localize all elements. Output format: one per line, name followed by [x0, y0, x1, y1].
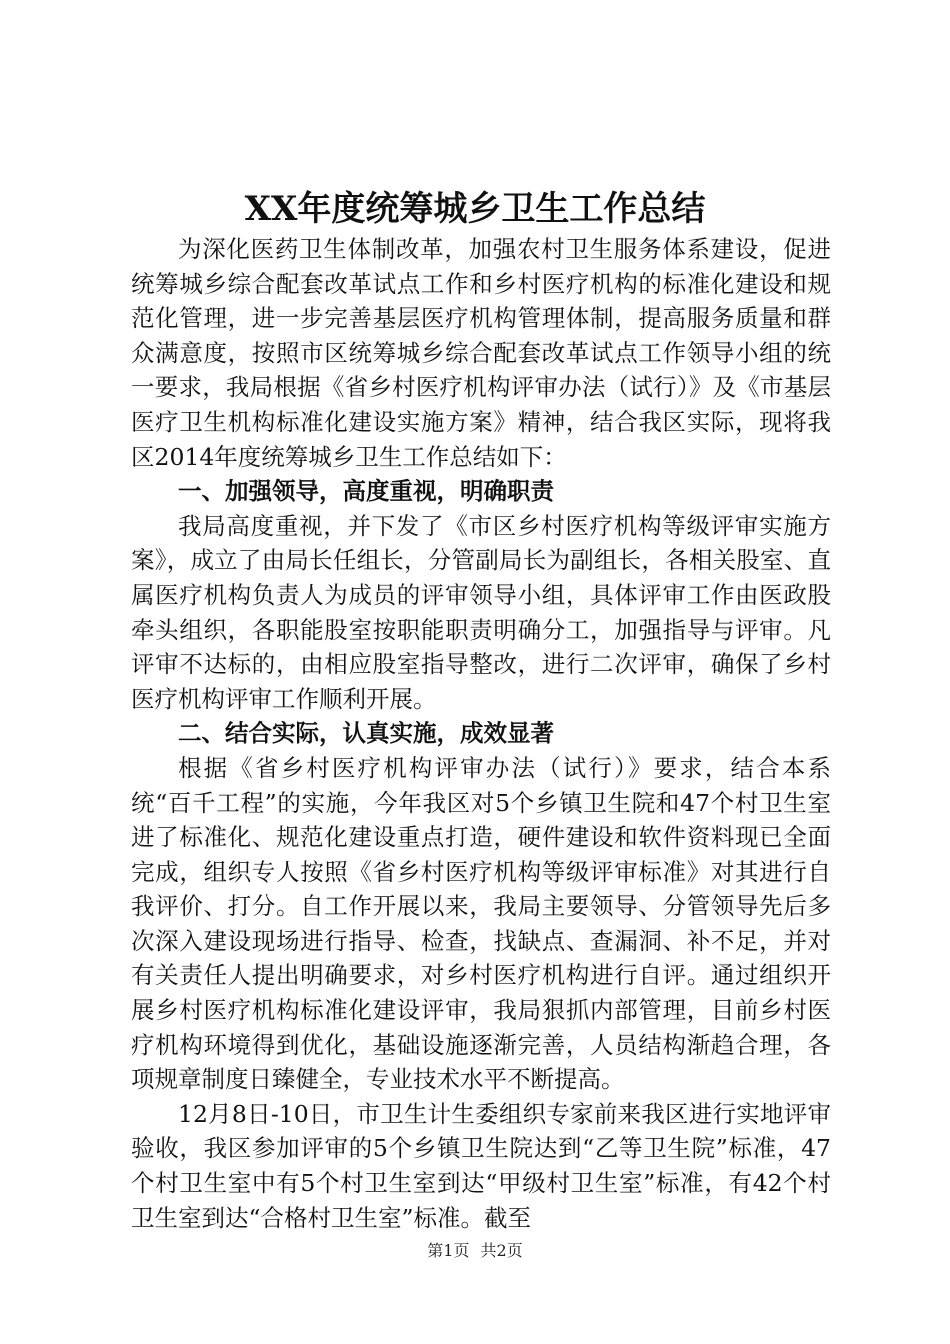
paragraph-section-1: 我局高度重视，并下发了《市区乡村医疗机构等级评审实施方案》，成立了由局长任组长，分管副局长为副组长，各相关股室、直属医疗机构负责人为成员的评审领导小组，具体评审工作由医政股牵头组织，各职能股室按职能职责明确分工，加强指导与评审。凡评审不达标的，由相应股室指导整改，进行二次评审，确保了乡村医疗机构评审工作顺利开展。	[131, 511, 831, 713]
paragraph-section-2: 根据《省乡村医疗机构评审办法（试行）》要求，结合本系统“百千工程”的实施，今年我区对5个乡镇卫生院和47个村卫生室进了标准化、规范化建设重点打造，硬件建设和软件资料现已全面完成，组织专人按照《省乡村医疗机构等级评审标准》对其进行自我评价、打分。自工作开展以来，我局主要领导、分管领导先后多次深入建设现场进行指导、检查，找缺点、查漏洞、补不足，并对有关责任人提出明确要求，对乡村医疗机构进行自评。通过组织开展乡村医疗机构标准化建设评审，我局狠抓内部管理，目前乡村医疗机构环境得到优化，基础设施逐渐完善，人员结构渐趋合理，各项规章制度日臻健全，专业技术水平不断提高。	[131, 753, 831, 1094]
document-body	[131, 232, 831, 1235]
section-heading-1: 一、加强领导，高度重视，明确职责	[178, 477, 554, 506]
section-heading-2: 二、结合实际，认真实施，成效显著	[178, 719, 554, 748]
paragraph-evaluation: 12月8日-10日，市卫生计生委组织专家前来我区进行实地评审验收，我区参加评审的5个乡镇卫生院达到“乙等卫生院”标准，47个村卫生室中有5个村卫生室到达“甲级村卫生室”标准，有42个村卫生室到达“合格村卫生室”标准。截至	[131, 1099, 831, 1232]
page-footer	[0, 1240, 950, 1262]
paragraph-intro: 为深化医药卫生体制改革，加强农村卫生服务体系建设，促进统筹城乡综合配套改革试点工作和乡村医疗机构的标准化建设和规范化管理，进一步完善基层医疗机构管理体制，提高服务质量和群众满意度，按照市区统筹城乡综合配套改革试点工作领导小组的统一要求，我局根据《省乡村医疗机构评审办法（试行）》及《市基层医疗卫生机构标准化建设实施方案》精神，结合我区实际，现将我区2014年度统筹城乡卫生工作总结如下：	[131, 235, 831, 471]
page-total: 共2页	[480, 1241, 523, 1260]
document-title: XX年度统筹城乡卫生工作总结	[244, 189, 706, 229]
page-number: 第1页	[427, 1241, 470, 1260]
